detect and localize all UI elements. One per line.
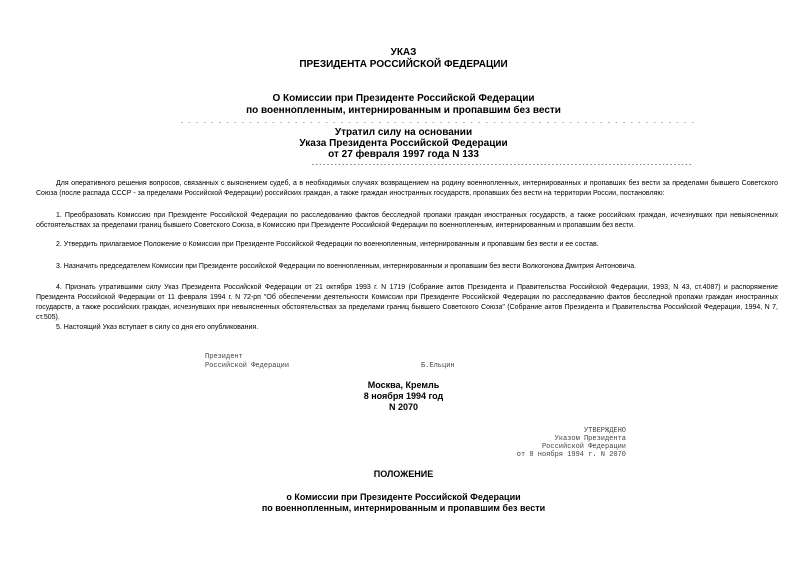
repeal-line1: Утратил силу на основании bbox=[334, 127, 473, 138]
regulation-subject bbox=[0, 492, 807, 514]
place-line: Москва, Кремль bbox=[367, 380, 440, 390]
decree-number: N 2070 bbox=[388, 402, 419, 412]
clause-2-paragraph: 2. Утвердить прилагаемое Положение о Комиссии при Президенте Российской Федерации по военнопленным, интернированным и пропавшим без вести и ее состав. bbox=[56, 241, 599, 248]
place-and-date bbox=[0, 380, 807, 413]
repeal-line2: Указа Президента Российской Федерации bbox=[299, 138, 508, 149]
clause-1-paragraph: 1. Преобразовать Комиссию при Президенте Российской Федерации по расследованию фактов бесследной пропажи граждан иностранных государств, а также российских граждан, исчезнувших при невыясненных обстоятельствах за пределами границ бывшего Советского Союза, в Комиссию при Президенте Российской Федерации по военнопленным, интернированным и пропавшим без вести. bbox=[36, 212, 778, 229]
decree-subject-line2: по военнопленным, интернированным и пропавшим без вести bbox=[246, 105, 561, 116]
regulation-subject-line2: по военнопленным, интернированным и пропавшим без вести bbox=[261, 503, 546, 513]
clause-4-paragraph: 4. Признать утратившими силу Указ Президента Российской Федерации от 21 октября 1993 г. N 1719 (Собрание актов Президента и Правительства Российской Федерации, 1993, N 43, ст.4087) и распоряжение Президента Российской Федерации от 11 февраля 1994 г. N 72-рп "Об обеспечении деятельности Комиссии при Президенте Российской Федерации по расследованию фактов бесследной пропажи граждан иностранных государств, а также российских граждан, исчезнувших при невыясненных обстоятельствах за пределами границ бывшего Советского Союза" (Собрание актов Президента и Правительства Российской Федерации, 1994, N 7, ст.505). bbox=[36, 284, 778, 321]
clause-3-paragraph: 3. Назначить председателем Комиссии при Президенте российской Федерации по военнопленным, интернированным и пропавшим без вести Волкогонова Дмитрия Антоновича. bbox=[56, 263, 637, 270]
decree-header bbox=[0, 47, 807, 71]
date-line: 8 ноября 1994 год bbox=[363, 391, 444, 401]
regulation-title: ПОЛОЖЕНИЕ bbox=[373, 469, 434, 479]
decree-header-line1: УКАЗ bbox=[390, 47, 417, 58]
repeal-notice bbox=[0, 127, 807, 160]
signature-role-line2: Российской Федерации bbox=[205, 362, 290, 370]
approval-line2: Указом Президента bbox=[554, 435, 626, 443]
signature-name: Б.Ельцин bbox=[421, 362, 455, 370]
separator-top: - - - - - - - - - - - - - - - - - - - - - - - - - - - - - - - - - - - - - - - - - - - - - - - - - - - - - - - - - - - - - - - - - - - - bbox=[180, 119, 695, 126]
repeal-line3: от 27 февраля 1997 года N 133 bbox=[328, 149, 479, 160]
approval-line3: Российской Федерации bbox=[541, 443, 626, 451]
decree-subject-line1: О Комиссии при Президенте Российской Федерации bbox=[272, 93, 535, 104]
approval-line1: УТВЕРЖДЕНО bbox=[583, 427, 626, 435]
signature-role-line1: Президент bbox=[205, 353, 243, 361]
separator-bottom: ---------------------------------------------------------------------------------------------------- bbox=[311, 161, 693, 168]
decree-header-line2: ПРЕЗИДЕНТА РОССИЙСКОЙ ФЕДЕРАЦИИ bbox=[299, 59, 508, 70]
clause-5-paragraph: 5. Настоящий Указ вступает в силу со дня его опубликования. bbox=[56, 324, 259, 331]
approval-stamp bbox=[517, 427, 626, 459]
decree-subject bbox=[0, 93, 807, 117]
preamble-paragraph: Для оперативного решения вопросов, связанных с выяснением судеб, а в необходимых случаях возвращением на родину военнопленных, интернированных и пропавших без вести за пределами бывшего Советского Союза (после распада СССР - за пределами Российской Федерации) российских граждан, а также граждан иностранных государств, пропавших без вести на территории России, постановляю: bbox=[36, 180, 778, 197]
approval-line4: от 8 ноября 1994 г. N 2070 bbox=[516, 451, 626, 459]
signature-role bbox=[205, 353, 289, 371]
regulation-subject-line1: о Комиссии при Президенте Российской Федерации bbox=[286, 492, 521, 502]
